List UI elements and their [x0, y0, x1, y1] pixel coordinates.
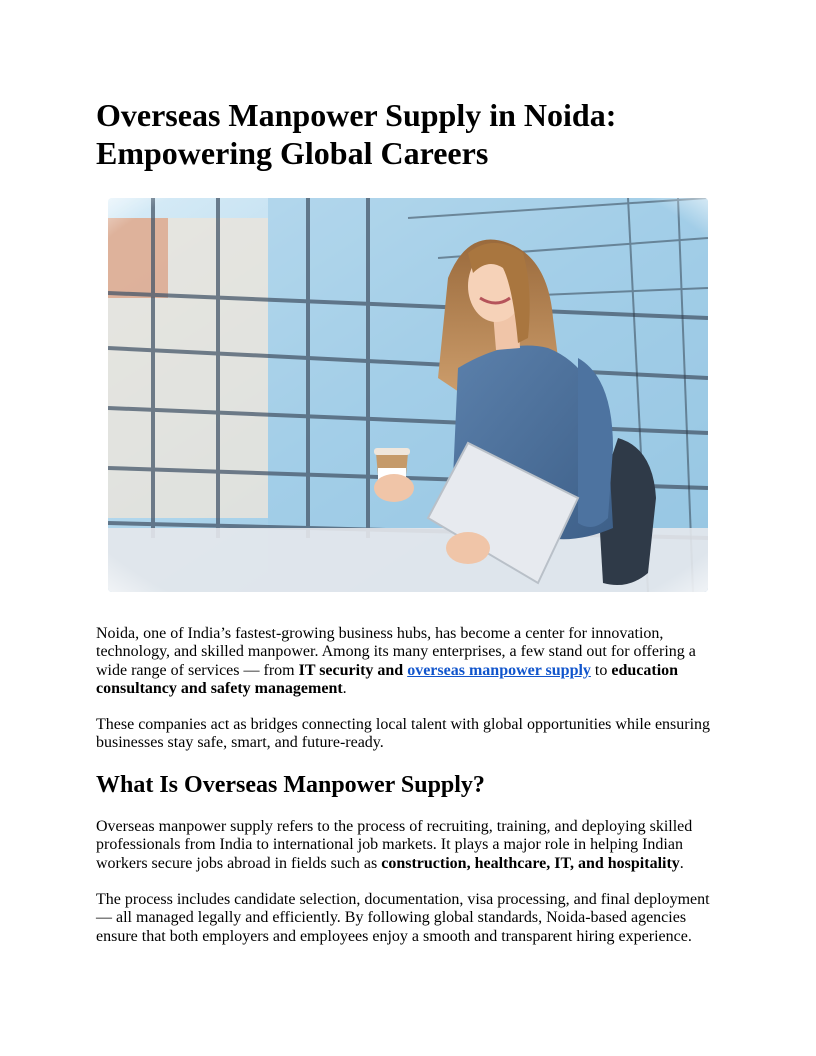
section-text-1: Overseas manpower supply refers to the process of recruiting, training, and deploying skilled professionals from India to international job markets. It plays a major role in helping Indian workers secure jobs abroad in fields such as [96, 818, 693, 872]
section-heading: What Is Overseas Manpower Supply? [96, 772, 485, 798]
section-period: . [679, 854, 684, 872]
bold-fields: construction, healthcare, IT, and hospitality [381, 854, 680, 872]
woman-with-laptop-and-coffee-icon [108, 198, 708, 592]
intro-period: . [342, 680, 347, 698]
intro-text-1: Noida, one of India’s fastest-growing business hubs, has become a center for innovation, technology, and skilled manpower. Among its many enterprises, a few stand out for offering a wide range of services — from [96, 625, 696, 679]
hero-image [108, 198, 708, 592]
bold-education-consultancy: education consultancy and safety management [96, 661, 679, 698]
title-line-2: Empowering Global Careers [96, 135, 489, 171]
section-paragraph-2: The process includes candidate selection, documentation, visa processing, and final deployment — all managed legally and efficiently. By following global standards, Noida-based agencies ensure that both employers and employees enjoy a smooth and transparent hiring experience. [96, 891, 710, 945]
title-line-1: Overseas Manpower Supply in Noida: [96, 97, 617, 133]
bold-it-security: IT security and [298, 661, 404, 679]
intro-paragraph-1 [96, 625, 720, 699]
page-title [96, 96, 720, 172]
section-paragraph-1 [96, 818, 720, 873]
overseas-manpower-supply-link[interactable]: overseas manpower supply [407, 661, 591, 679]
intro-paragraph-2: These companies act as bridges connecting local talent with global opportunities while ensuring businesses stay safe, smart, and future-ready. [96, 716, 711, 752]
intro-text-2: to [590, 661, 612, 679]
